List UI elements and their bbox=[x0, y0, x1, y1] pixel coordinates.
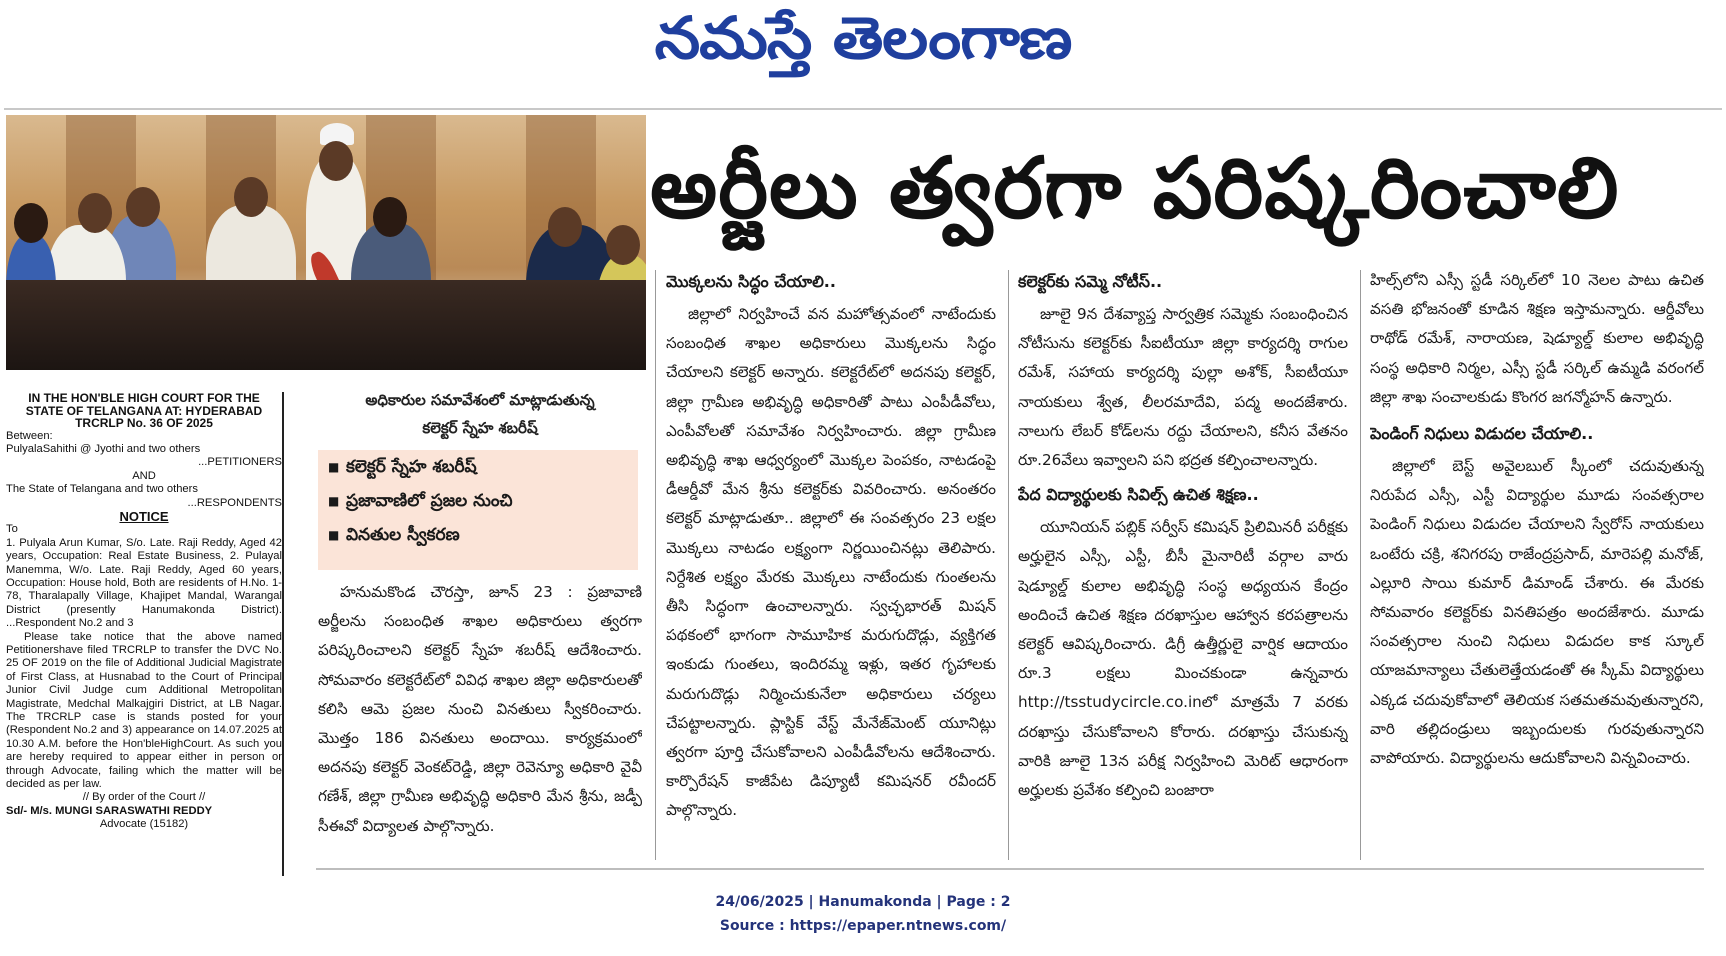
highlight-item: ■ ప్రజావాణిలో ప్రజల నుంచి bbox=[318, 484, 638, 518]
column-divider bbox=[1360, 270, 1361, 860]
notice-title: NOTICE bbox=[119, 508, 169, 524]
article-lead: హనుమకొండ చౌరస్తా, జూన్ 23 : ప్రజావాణి అర్జీలను సంబంధిత శాఖల అధికారులు త్వరగా పరిష్కరించాలని కలెక్టర్ స్నేహ శబరీష్ ఆదేశించారు. సోమవారం కలెక్టరేట్‌లో వివిధ శాఖల జిల్లా అధికారులతో కలిసి ఆమె ప్రజల నుంచి వినతులు స్వీకరించారు. మొత్తం 186 వినతులు అందాయి. కార్యక్రమంలో అదనపు కలెక్టర్ వెంకట్‌రెడ్డి, జిల్లా రెవెన్యూ అధికారి వైవీ గణేశ్, జిల్లా గ్రామీణ అభివృద్ధి అధికారి మేన శ్రీను, జడ్పీ సీఈవో విద్యాలత పాల్గొన్నారు. bbox=[318, 583, 642, 835]
notice-to: To bbox=[6, 523, 18, 536]
headline: అర్జీలు త్వరగా పరిష్కరించాలి bbox=[650, 139, 1620, 237]
notice-petitioner-names: PulyalaSahithi @ Jyothi and two others bbox=[6, 442, 201, 455]
paragraph-strike-notice: జూలై 9న దేశవ్యాప్త సార్వత్రిక సమ్మెకు సంబంధించిన నోటీసును కలెక్టర్‌కు సీఐటీయూ జిల్లా కార్యదర్శి రాగుల రమేశ్, సహాయ కార్యదర్శి పుల్లా అశోక్, సీఐటీయూ నాయకులు శ్వేత, లీలరమాదేవి, పద్మ అందజేశారు. నాలుగు లేబర్ కోడ్‌లను రద్దు చేయాలని, కనీస వేతనం రూ.26వేలు ఇవ్వాలని పని భద్రత కల్పించాలన్నారు. bbox=[1018, 305, 1348, 470]
notice-case-no: TRCRLP No. 36 OF 2025 bbox=[75, 416, 213, 430]
newspaper-logo: నమస్తే తెలంగాణ bbox=[654, 4, 1072, 72]
article-column-2 bbox=[666, 266, 996, 866]
highlights-box bbox=[318, 450, 638, 570]
photo-caption-line2: కలెక్టర్ స్నేహ శబరీష్ bbox=[422, 419, 538, 437]
notice-advocate: Advocate (15182) bbox=[99, 818, 189, 831]
notice-and: AND bbox=[132, 469, 156, 482]
meeting-photo bbox=[6, 115, 646, 370]
column-divider bbox=[655, 270, 656, 860]
notice-order: // By order of the Court // bbox=[82, 791, 206, 804]
photo-caption bbox=[318, 386, 642, 442]
bottom-divider bbox=[316, 868, 1704, 870]
paragraph-plants: జిల్లాలో నిర్వహించే వన మహోత్సవంలో నాటేందుకు సంబంధిత శాఖల అధికారులు మొక్కలను సిద్ధం చేయాలని కలెక్టర్ అన్నారు. కలెక్టరేట్‌లో అదనపు కలెక్టర్, జిల్లా గ్రామీణ అభివృద్ధి అధికారితో పాటు ఎంపీడీవోలు, ఎంపీవోలతో సమావేశం నిర్వహించారు. జిల్లా గ్రామీణ అభివృద్ధి శాఖ ఆధ్వర్యంలో మొక్కల పెంపకం, నాటడంపై డీఆర్డీవో మేన శ్రీను కలెక్టర్‌కు వివరించారు. అనంతరం కలెక్టర్ మాట్లాడుతూ.. జిల్లాలో ఈ సంవత్సరం 23 లక్షల మొక్కలు నాటడం లక్ష్యంగా నిర్ణయించినట్లు తెలిపారు. నిర్దేశిత లక్ష్యం మేరకు మొక్కలు నాటేందుకు గుంతలను తీసి సిద్ధంగా ఉంచాలన్నారు. స్వచ్ఛభారత్ మిషన్ పథకంలో భాగంగా సామూహిక మరుగుదొడ్లు, వ్యక్తిగత ఇంకుడు గుంతలు, ఇందిరమ్మ ఇళ్లు, ఇతర గృహాలకు మరుగుదొడ్లు నిర్మించుకునేలా అధికారులు చర్యలు చేపట్టాలన్నారు. ప్లాస్టిక్ వేస్ట్ మేనేజ్‌మెంట్ యూనిట్లు త్వరగా పూర్తి చేసుకోవాలని ఎంపీడీవోలను ఆదేశించారు. కార్పొరేషన్ కాజీపేట డిప్యూటీ కమిషనర్ రవీందర్ పాల్గొన్నారు. bbox=[666, 305, 996, 820]
paragraph-study-circle: హిల్స్‌లోని ఎస్సీ స్టడీ సర్కిల్‌లో 10 నెలల పాటు ఉచిత వసతి భోజనంతో కూడిన శిక్షణ ఇస్తామన్నారు. ఆర్డీవోలు రాథోడ్ రమేశ్, నారాయణ, షెడ్యూల్డ్ కులాల అభివృద్ధి సంస్థ అధికారి నిర్మల, ఎస్సీ స్టడీ సర్కిల్ ఉమ్మడి వరంగల్ జిల్లా శాఖ సంచాలకుడు కొంగర జగన్మోహన్ ఉన్నారు. bbox=[1370, 271, 1704, 406]
notice-court-line1: IN THE HON'BLE HIGH COURT FOR THE bbox=[28, 392, 260, 405]
notice-addressee: 1. Pulyala Arun Kumar, S/o. Late. Raji Reddy, Aged 42 years, Occupation: Real Estate Business, 2. Pulayal Manemma, W/o. Late. Raji Reddy, Aged 60 years, Occupation: House hold, Both are residents of H.No. 1-78, Tharalapally Village, Khajipet Mandal, Warangal District (presently Hanumakonda District). ...Respondent No.2 and 3 bbox=[6, 536, 282, 630]
paragraph-pending-funds: జిల్లాలో బెస్ట్ అవైలబుల్ స్కీంలో చదువుతున్న నిరుపేద ఎస్సీ, ఎస్టీ విద్యార్థుల మూడు సంవత్సరాల పెండింగ్ నిధులు విడుదల చేయాలని స్వేరోస్ నాయకులు ఒంటేరు చక్రి, శనిగరపు రాజేంద్రప్రసాద్, మారెపల్లి మనోజ్, ఎల్లూరి సాయి కుమార్ డిమాండ్ చేశారు. ఈ మేరకు సోమవారం కలెక్టర్‌కు వినతిపత్రం అందజేశారు. మూడు సంవత్సరాల నుంచి నిధులు విడుదల కాక స్కూల్ యాజమాన్యాలు చేతులెత్తేయడంతో ఈ స్కీమ్ విద్యార్థులు ఎక్కడ చదువుకోవాలో తెలియక సతమతమవుతున్నారని, వారి తల్లిదండ్రులు ఇబ్బందులకు గురవుతున్నారని వాపోయారు. విద్యార్థులను ఆదుకోవాలని విన్నవించారు. bbox=[1370, 457, 1704, 768]
paragraph-civils-coaching: యూనియన్ పబ్లిక్ సర్వీస్ కమిషన్ ప్రిలిమినరీ పరీక్షకు అర్హులైన ఎస్సీ, ఎస్టీ, బీసీ మైనారిటీ వర్గాల వారు షెడ్యూల్డ్ కులాల అభివృద్ధి సంస్థ అధ్యయన కేంద్రం అందించే ఉచిత శిక్షణ దరఖాస్తుల ఆహ్వాన కరపత్రాలను కలెక్టర్ ఆవిష్కరించారు. డిగ్రీ ఉత్తీర్ణులై వార్షిక ఆదాయం రూ.3 లక్షలు మించకుండా ఉన్నవారు http://tsstudycircle.co.inలో మాత్రమే 7 వరకు దరఖాస్తు చేసుకోవాలని కోరారు. దరఖాస్తు చేసుకున్న వారికి జూలై 13న పరీక్ష నిర్వహించి మెరిట్ ఆధారంగా అర్హులకు ప్రవేశం కల్పించి బంజారా bbox=[1018, 518, 1348, 800]
notice-body: Please take notice that the above named Petitionershave filed TRCRLP to transfer the DVC No. 25 OF 2019 on the file of Additional Judicial Magistrate of First Class, at Husnabad to the Court of Principal Junior Civil Judge cum Additional Metropolitan Magistrate, Medchal Malkajgiri District, at LB Nagar. The TRCRLP case is stands posted for your (Respondent No.2 and 3) appearance on 14.07.2025 at 10.30 A.M. before the Hon'bleHighCourt. As such you are hereby required to appear either in person or through Advocate, failing which the matter will be decided as per law. bbox=[6, 630, 282, 791]
masthead bbox=[0, 0, 1726, 90]
subheading-civils-coaching: పేద విద్యార్థులకు సివిల్స్ ఉచిత శిక్షణ.. bbox=[1018, 485, 1259, 505]
subheading-pending-funds: పెండింగ్ నిధులు విడుదల చేయాలి.. bbox=[1370, 424, 1594, 444]
notice-between: Between: bbox=[6, 429, 53, 442]
page-footer bbox=[0, 890, 1726, 938]
footer-source: Source : https://epaper.ntnews.com/ bbox=[719, 918, 1007, 934]
notice-signature: Sd/- M/s. MUNGI SARASWATHI REDDY bbox=[6, 804, 213, 817]
notice-respondents-label: ...RESPONDENTS bbox=[187, 496, 282, 509]
article-column-4 bbox=[1370, 266, 1704, 866]
photo-caption-line1: అధికారుల సమావేశంలో మాట్లాడుతున్న bbox=[365, 391, 595, 409]
court-notice bbox=[6, 392, 284, 876]
footer-date-edition: 24/06/2025 | Hanumakonda | Page : 2 bbox=[715, 894, 1011, 910]
highlight-item: ■ కలెక్టర్ స్నేహ శబరీష్ bbox=[318, 450, 638, 484]
notice-court-line2: STATE OF TELANGANA AT: HYDERABAD bbox=[25, 403, 263, 418]
top-divider bbox=[4, 108, 1722, 110]
notice-petitioners-label: ...PETITIONERS bbox=[198, 456, 282, 469]
article-column-3 bbox=[1018, 266, 1348, 866]
column-divider bbox=[1008, 270, 1009, 860]
subheading-plants: మొక్కలను సిద్ధం చేయాలి.. bbox=[666, 272, 836, 291]
notice-respondent-names: The State of Telangana and two others bbox=[6, 483, 198, 496]
highlight-item-continued: ■ వినతుల స్వీకరణ bbox=[318, 518, 638, 552]
article-column-1 bbox=[318, 578, 642, 868]
subheading-strike-notice: కలెక్టర్‌కు సమ్మె నోటీస్.. bbox=[1018, 272, 1163, 291]
